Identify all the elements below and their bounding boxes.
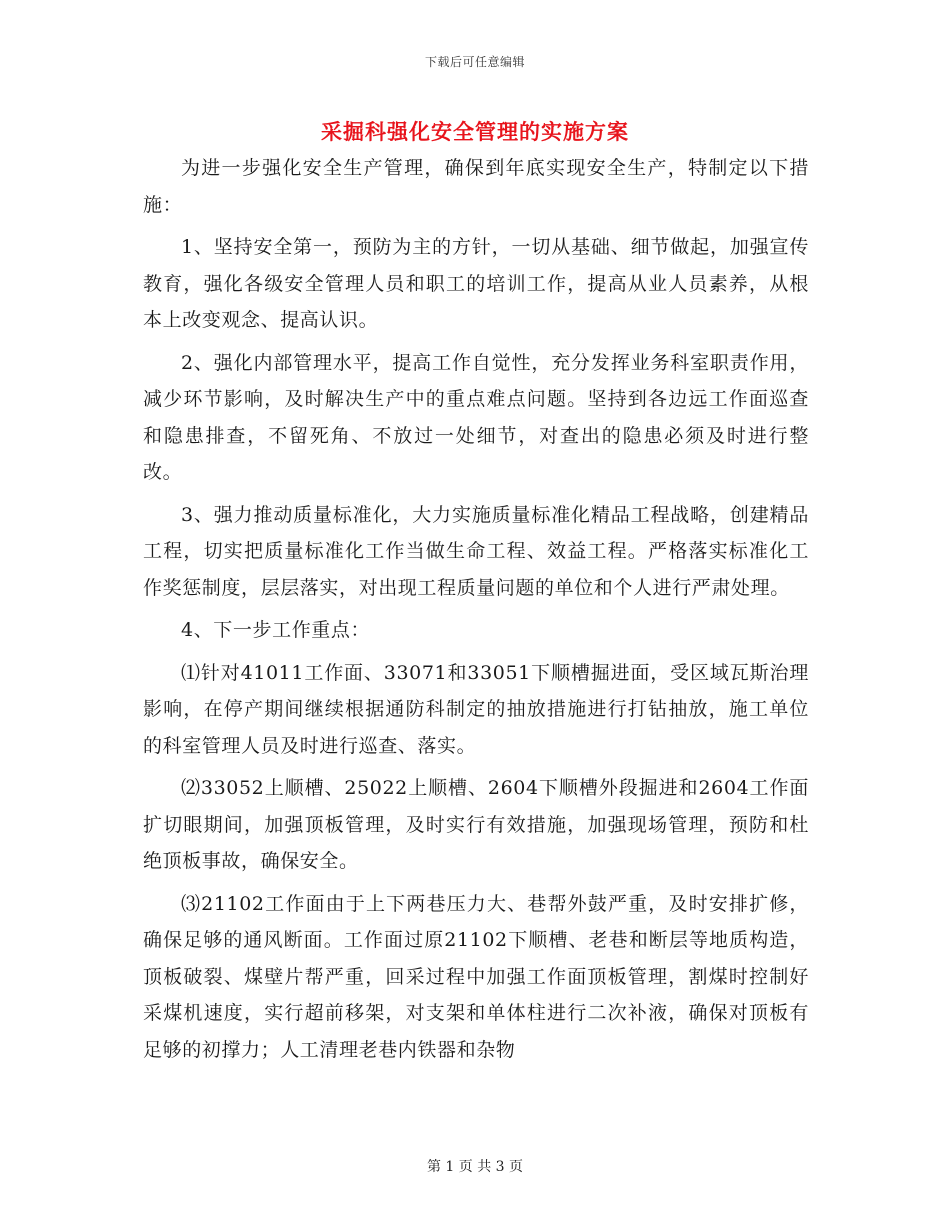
document-title: 采掘科强化安全管理的实施方案 [321,119,629,144]
paragraph-item-4-heading: 4、下一步工作重点： [181,619,371,641]
paragraph-item-3: 3、强力推动质量标准化，大力实施质量标准化精品工程战略，创建精品工程，切实把质量标准化工作当做生命工程、效益工程。严格落实标准化工作奖惩制度，层层落实，对出现工程质量问题的单位和个人进行严肃处理。 [143,503,809,599]
page-footer: 第 1 页 共 3 页 [426,1159,524,1175]
paragraph-item-1: 1、坚持安全第一，预防为主的方针，一切从基础、细节做起，加强宣传教育，强化各级安全管理人员和职工的培训工作，提高从业人员素养，从根本上改变观念、提高认识。 [143,236,809,331]
paragraph-intro: 为进一步强化安全生产管理，确保到年底实现安全生产，特制定以下措施： [143,157,809,216]
paragraph-subitem-1: ⑴针对41011工作面、33071和33051下顺槽掘进面，受区域瓦斯治理影响，在停产期间继续根据通防科制定的抽放措施进行打钻抽放，施工单位的科室管理人员及时进行巡查、落实。 [143,661,809,757]
document-body [143,150,809,1074]
paragraph-subitem-3: ⑶21102工作面由于上下两巷压力大、巷帮外鼓严重，及时安排扩修，确保足够的通风断面。工作面过原21102下顺槽、老巷和断层等地质构造，顶板破裂、煤壁片帮严重，回采过程中加强工作面顶板管理，割煤时控制好采煤机速度，实行超前移架，对支架和单体柱进行二次补液，确保对顶板有足够的初撑力；人工清理老巷内铁器和杂物 [143,892,809,1061]
paragraph-subitem-2: ⑵33052上顺槽、25022上顺槽、2604下顺槽外段掘进和2604工作面扩切眼期间，加强顶板管理，及时实行有效措施，加强现场管理，预防和杜绝顶板事故，确保安全。 [143,777,809,872]
paragraph-item-2: 2、强化内部管理水平，提高工作自觉性，充分发挥业务科室职责作用，减少环节影响，及时解决生产中的重点难点问题。坚持到各边远工作面巡查和隐患排查，不留死角、不放过一处细节，对查出的隐患必须及时进行整改。 [143,351,809,483]
header-note: 下载后可任意编辑 [424,55,525,69]
